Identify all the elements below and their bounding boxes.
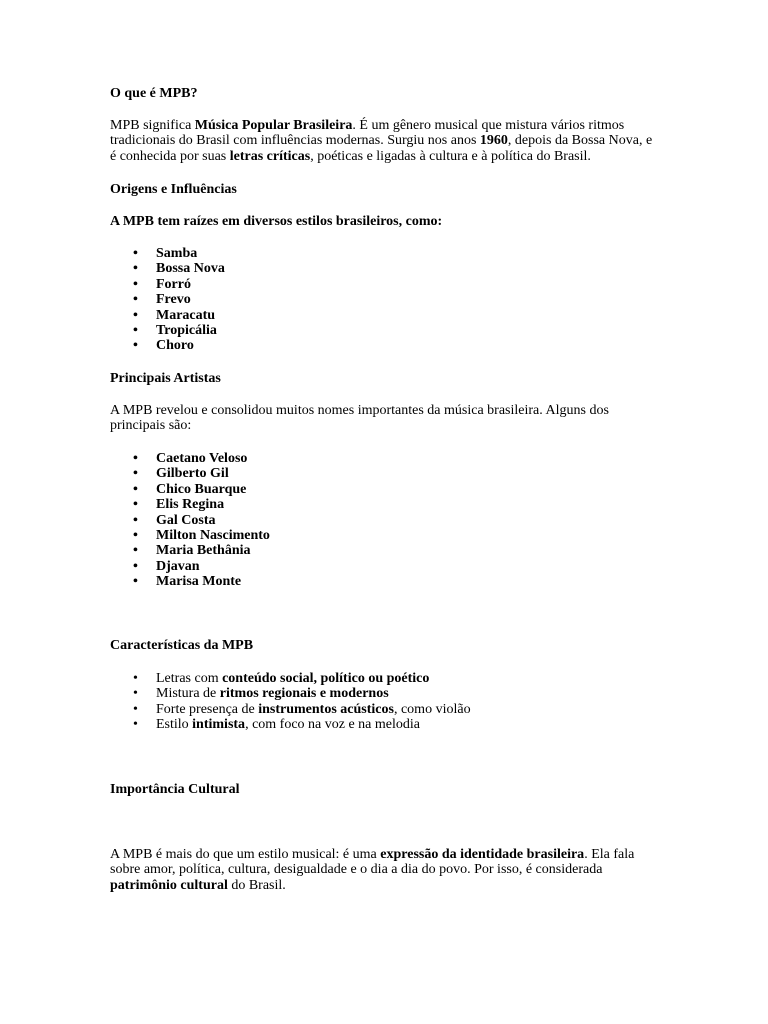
- list-item: • Forte presença de instrumentos acústicos, como violão: [110, 702, 655, 717]
- list-item: • Frevo: [110, 292, 655, 307]
- heading-artists: Principais Artistas: [110, 371, 221, 386]
- list-item: • Letras com conteúdo social, político ou poético: [110, 671, 655, 686]
- list-item: • Gal Costa: [110, 513, 655, 528]
- list-item: • Gilberto Gil: [110, 466, 655, 481]
- list-item: • Maria Bethânia: [110, 543, 655, 558]
- list-item: • Estilo intimista, com foco na voz e na melodia: [110, 717, 655, 732]
- artists-list: [110, 451, 655, 590]
- list-item: • Tropicália: [110, 323, 655, 338]
- list-item: • Samba: [110, 246, 655, 261]
- list-item: • Chico Buarque: [110, 482, 655, 497]
- list-item: • Bossa Nova: [110, 261, 655, 276]
- features-list: [110, 671, 655, 733]
- heading-what-is-mpb: O que é MPB?: [110, 86, 198, 101]
- list-item: • Milton Nascimento: [110, 528, 655, 543]
- list-item: • Forró: [110, 277, 655, 292]
- heading-features: Características da MPB: [110, 638, 254, 653]
- list-item: • Elis Regina: [110, 497, 655, 512]
- paragraph-artists: A MPB revelou e consolidou muitos nomes importantes da música brasileira. Alguns dos principais são:: [110, 403, 609, 434]
- paragraph-what-is-mpb: MPB significa Música Popular Brasileira. É um gênero musical que mistura vários ritmos tradicionais do Brasil com influências modernas. Surgiu nos anos 1960, depois da Bossa Nova, e é conhecida por suas letras críticas, poéticas e ligadas à cultura e à política do Brasil.: [110, 118, 653, 164]
- paragraph-importance: A MPB é mais do que um estilo musical: é uma expressão da identidade brasileira. Ela fala sobre amor, política, cultura, desigualdade e o dia a dia do povo. Por isso, é considerada patrimônio cultural do Brasil.: [110, 847, 635, 893]
- list-item: • Mistura de ritmos regionais e modernos: [110, 686, 655, 701]
- list-item: • Choro: [110, 338, 655, 353]
- list-item: • Marisa Monte: [110, 574, 655, 589]
- list-item: • Djavan: [110, 559, 655, 574]
- styles-list: [110, 246, 655, 354]
- heading-importance: Importância Cultural: [110, 782, 240, 797]
- list-item: • Maracatu: [110, 308, 655, 323]
- heading-origins: Origens e Influências: [110, 182, 237, 197]
- list-item: • Caetano Veloso: [110, 451, 655, 466]
- subheading-origins: A MPB tem raízes em diversos estilos brasileiros, como:: [110, 214, 443, 229]
